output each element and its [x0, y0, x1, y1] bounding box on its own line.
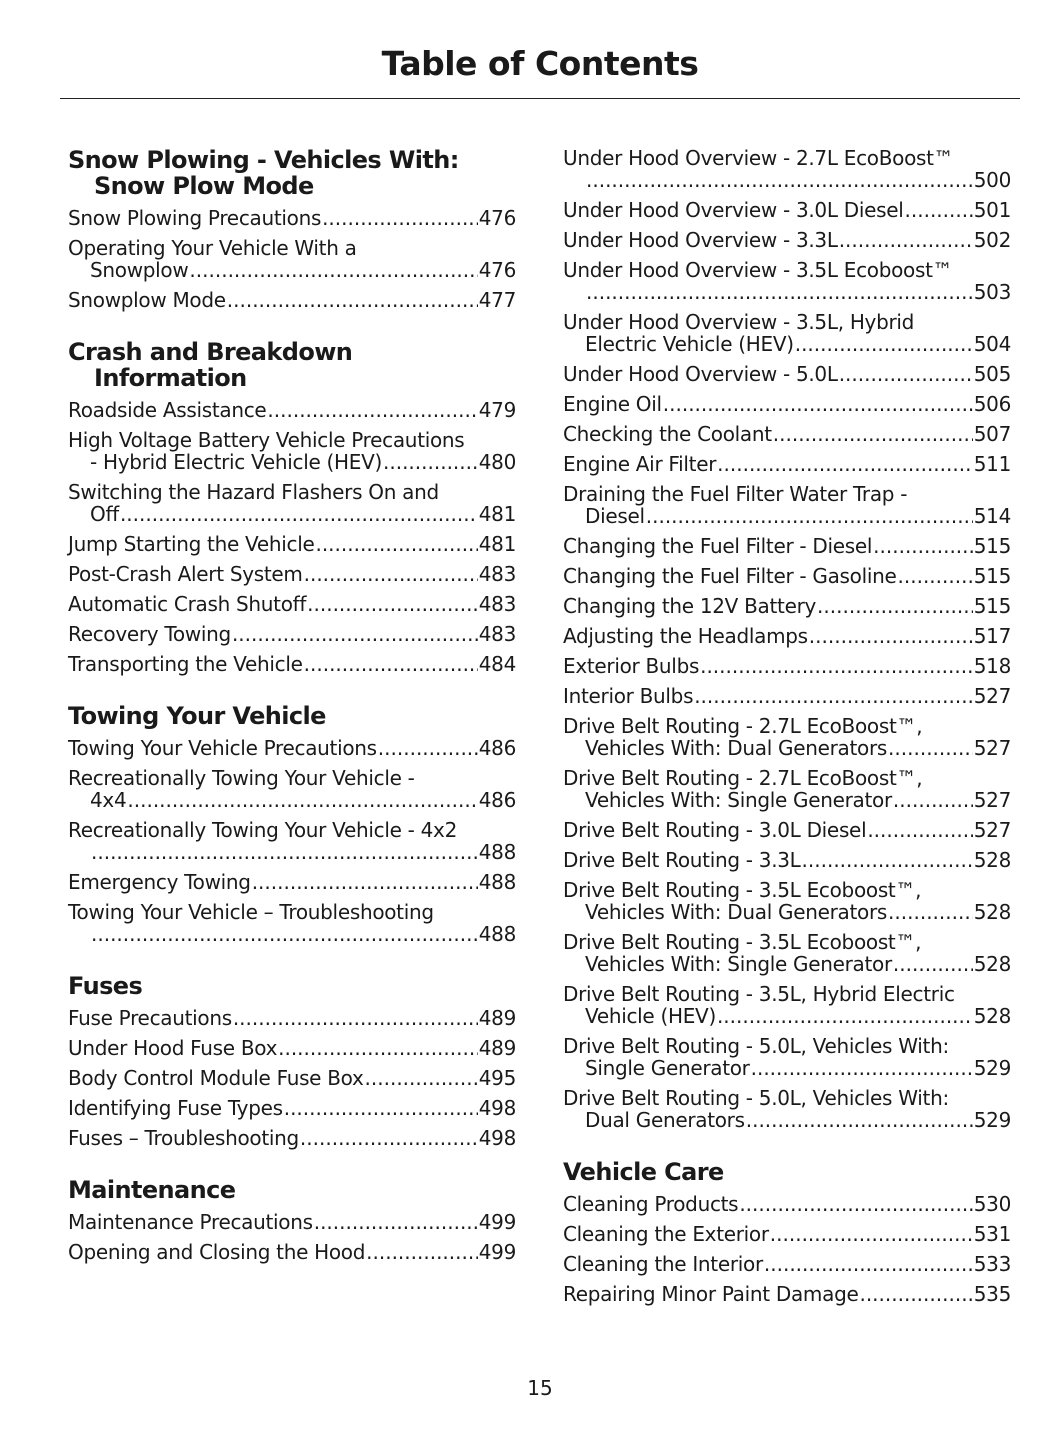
entry-title-line: Electric Vehicle (HEV): [585, 332, 794, 356]
entry-title-line: Switching the Hazard Flashers On and: [68, 480, 439, 504]
section-heading-line: Information: [94, 364, 247, 392]
entry-last-line: [563, 849, 1011, 871]
entry-title-line: Snow Plowing Precautions: [68, 206, 322, 230]
entry-title-line: Single Generator: [585, 1056, 750, 1080]
toc-entry[interactable]: [68, 1007, 516, 1029]
entry-title-line: Engine Air Filter: [563, 452, 717, 476]
entry-title-line: Dual Generators: [585, 1108, 745, 1132]
toc-entry[interactable]: [68, 1241, 516, 1263]
entry-title-line: High Voltage Battery Vehicle Precautions: [68, 428, 465, 452]
entry-page-number: 528: [973, 848, 1011, 872]
dot-leader: [893, 789, 973, 811]
entry-last-line: [563, 1253, 1011, 1275]
toc-entry[interactable]: [68, 399, 516, 421]
dot-leader: [859, 1283, 972, 1305]
entry-title-line: Under Hood Overview - 2.7L EcoBoost™: [563, 146, 954, 170]
toc-entry[interactable]: [68, 1127, 516, 1149]
entry-title-line: Automatic Crash Shutoff: [68, 592, 307, 616]
entry-last-line: [68, 1127, 516, 1149]
entry-page-number: 477: [478, 288, 516, 312]
toc-entry[interactable]: [68, 429, 516, 473]
entry-title-line: Operating Your Vehicle With a: [68, 236, 357, 260]
entry-last-line: [68, 1241, 516, 1263]
dot-leader: [233, 1007, 478, 1029]
toc-entry[interactable]: [563, 1087, 1011, 1131]
toc-entry[interactable]: [563, 453, 1011, 475]
entry-last-line: [563, 1005, 1011, 1027]
toc-entry[interactable]: [563, 363, 1011, 385]
toc-entry[interactable]: [563, 595, 1011, 617]
toc-entry[interactable]: [68, 237, 516, 281]
dot-leader: [839, 363, 973, 385]
entry-page-number: 498: [478, 1126, 516, 1150]
entry-last-line: [563, 423, 1011, 445]
dot-leader: [304, 563, 478, 585]
entry-title-line: Vehicles With: Dual Generators: [585, 736, 888, 760]
entry-last-line: [68, 923, 516, 945]
entry-page-number: 498: [478, 1096, 516, 1120]
entry-page-number: 488: [478, 870, 516, 894]
entry-last-line: [68, 737, 516, 759]
entry-last-line: [563, 1057, 1011, 1079]
entry-last-line: [68, 1037, 516, 1059]
entry-page-number: 479: [478, 398, 516, 422]
entry-title-line: Towing Your Vehicle Precautions: [68, 736, 377, 760]
section-heading-line: Vehicle Care: [563, 1158, 724, 1186]
entry-title-line: Under Hood Overview - 3.3L: [563, 228, 838, 252]
page-number: 15: [527, 1376, 553, 1400]
entry-title-line: Under Hood Fuse Box: [68, 1036, 278, 1060]
dot-leader: [314, 1211, 478, 1233]
entry-page-number: 503: [973, 280, 1011, 304]
title-divider: [60, 98, 1020, 99]
entry-last-line: [563, 1223, 1011, 1245]
dot-leader: [773, 423, 973, 445]
toc-entry[interactable]: [563, 229, 1011, 251]
entry-title-line: Repairing Minor Paint Damage: [563, 1282, 859, 1306]
entry-last-line: [68, 653, 516, 675]
toc-entry[interactable]: [68, 653, 516, 675]
toc-entry[interactable]: [563, 423, 1011, 445]
dot-leader: [717, 1005, 973, 1027]
dot-leader: [267, 399, 477, 421]
dot-leader: [232, 623, 478, 645]
entry-title-line: Fuses – Troubleshooting: [68, 1126, 299, 1150]
entry-title-line: Engine Oil: [563, 392, 662, 416]
entry-page-number: 506: [973, 392, 1011, 416]
entry-page-number: 480: [478, 450, 516, 474]
entry-page-number: 499: [478, 1210, 516, 1234]
entry-page-number: 511: [973, 452, 1011, 476]
entry-title-line: Drive Belt Routing - 3.3L: [563, 848, 801, 872]
dot-leader: [764, 1253, 973, 1275]
entry-title-line: Drive Belt Routing - 5.0L, Vehicles With:: [563, 1034, 949, 1058]
toc-entry[interactable]: [563, 1035, 1011, 1079]
entry-page-number: 484: [478, 652, 516, 676]
toc-entry[interactable]: [563, 625, 1011, 647]
entry-title-line: Interior Bulbs: [563, 684, 694, 708]
dot-leader: [663, 393, 973, 415]
toc-entry[interactable]: [563, 393, 1011, 415]
entry-page-number: 483: [478, 562, 516, 586]
dot-leader: [586, 281, 973, 303]
toc-entry[interactable]: [68, 767, 516, 811]
entry-page-number: 531: [973, 1222, 1011, 1246]
entry-page-number: 488: [478, 840, 516, 864]
entry-last-line: [563, 685, 1011, 707]
entry-title-line: 4x4: [90, 788, 127, 812]
dot-leader: [867, 819, 972, 841]
entry-page-number: 505: [973, 362, 1011, 386]
dot-leader: [91, 841, 478, 863]
entry-last-line: [563, 199, 1011, 221]
entry-title-line: Maintenance Precautions: [68, 1210, 313, 1234]
entry-page-number: 476: [478, 258, 516, 282]
entry-last-line: [563, 453, 1011, 475]
dot-leader: [284, 1097, 478, 1119]
dot-leader: [888, 737, 973, 759]
entry-last-line: [563, 281, 1011, 303]
entry-last-line: [68, 1067, 516, 1089]
toc-entry[interactable]: [68, 901, 516, 945]
entry-title-line: Transporting the Vehicle: [68, 652, 303, 676]
entry-page-number: 527: [973, 736, 1011, 760]
entry-title-line: Changing the Fuel Filter - Diesel: [563, 534, 873, 558]
entry-page-number: 517: [973, 624, 1011, 648]
entry-title-line: Vehicles With: Single Generator: [585, 788, 892, 812]
entry-last-line: [563, 819, 1011, 841]
toc-entry[interactable]: [563, 259, 1011, 303]
toc-entry[interactable]: [563, 849, 1011, 871]
entry-title-line: Recreationally Towing Your Vehicle - 4x2: [68, 818, 458, 842]
toc-entry[interactable]: [68, 1097, 516, 1119]
entry-page-number: 500: [973, 168, 1011, 192]
dot-leader: [717, 453, 973, 475]
entry-page-number: 518: [973, 654, 1011, 678]
dot-leader: [365, 1067, 478, 1089]
toc-entry[interactable]: [68, 623, 516, 645]
toc-entry[interactable]: [68, 1211, 516, 1233]
entry-title-line: Opening and Closing the Hood: [68, 1240, 366, 1264]
toc-entry[interactable]: [563, 879, 1011, 923]
entry-last-line: [68, 1007, 516, 1029]
dot-leader: [127, 789, 477, 811]
toc-entry[interactable]: [68, 1067, 516, 1089]
entry-title-line: Under Hood Overview - 3.5L, Hybrid: [563, 310, 915, 334]
entry-page-number: 488: [478, 922, 516, 946]
entry-page-number: 527: [973, 818, 1011, 842]
toc-entry[interactable]: [563, 565, 1011, 587]
section-heading-line: Towing Your Vehicle: [68, 702, 326, 730]
entry-page-number: 483: [478, 622, 516, 646]
section-heading: [68, 703, 516, 729]
dot-leader: [322, 207, 478, 229]
entry-page-number: 515: [973, 534, 1011, 558]
entry-page-number: 528: [973, 952, 1011, 976]
entry-page-number: 533: [973, 1252, 1011, 1276]
dot-leader: [888, 901, 973, 923]
entry-last-line: [563, 789, 1011, 811]
entry-title-line: Cleaning Products: [563, 1192, 739, 1216]
entry-page-number: 486: [478, 736, 516, 760]
entry-last-line: [563, 535, 1011, 557]
entry-page-number: 481: [478, 502, 516, 526]
entry-last-line: [563, 1109, 1011, 1131]
entry-page-number: 528: [973, 900, 1011, 924]
dot-leader: [300, 1127, 478, 1149]
entry-title-line: Drive Belt Routing - 2.7L EcoBoost™,: [563, 714, 923, 738]
toc-entry[interactable]: [563, 147, 1011, 191]
toc-entry[interactable]: [563, 483, 1011, 527]
entry-page-number: 483: [478, 592, 516, 616]
dot-leader: [378, 737, 478, 759]
entry-page-number: 502: [973, 228, 1011, 252]
entry-last-line: [68, 563, 516, 585]
entry-last-line: [563, 505, 1011, 527]
dot-leader: [795, 333, 973, 355]
entry-title-line: Draining the Fuel Filter Water Trap -: [563, 482, 908, 506]
entry-page-number: 507: [973, 422, 1011, 446]
toc-entry[interactable]: [563, 685, 1011, 707]
entry-title-line: Drive Belt Routing - 2.7L EcoBoost™,: [563, 766, 923, 790]
toc-entry[interactable]: [563, 1223, 1011, 1245]
dot-leader: [817, 595, 973, 617]
entry-last-line: [68, 503, 516, 525]
toc-entry[interactable]: [68, 481, 516, 525]
section-heading: [563, 1159, 1011, 1185]
toc-entry[interactable]: [563, 535, 1011, 557]
entry-last-line: [68, 841, 516, 863]
entry-last-line: [563, 169, 1011, 191]
dot-leader: [809, 625, 973, 647]
dot-leader: [227, 289, 478, 311]
entry-title-line: - Hybrid Electric Vehicle (HEV): [90, 450, 382, 474]
entry-last-line: [68, 451, 516, 473]
toc-entry[interactable]: [68, 563, 516, 585]
entry-last-line: [68, 289, 516, 311]
entry-last-line: [563, 565, 1011, 587]
entry-title-line: Off: [90, 502, 119, 526]
entry-title-line: Snowplow Mode: [68, 288, 226, 312]
toc-entry[interactable]: [563, 311, 1011, 355]
entry-title-line: Vehicles With: Dual Generators: [585, 900, 888, 924]
entry-last-line: [68, 207, 516, 229]
entry-page-number: 529: [973, 1108, 1011, 1132]
dot-leader: [189, 259, 477, 281]
entry-last-line: [68, 399, 516, 421]
dot-leader: [839, 229, 973, 251]
entry-page-number: 528: [973, 1004, 1011, 1028]
entry-title-line: Drive Belt Routing - 3.5L, Hybrid Electric: [563, 982, 955, 1006]
entry-title-line: Diesel: [585, 504, 645, 528]
entry-page-number: 515: [973, 594, 1011, 618]
entry-last-line: [68, 1097, 516, 1119]
dot-leader: [694, 685, 973, 707]
dot-leader: [278, 1037, 478, 1059]
dot-leader: [898, 565, 973, 587]
entry-title-line: Drive Belt Routing - 3.0L Diesel: [563, 818, 867, 842]
entry-title-line: Post-Crash Alert System: [68, 562, 303, 586]
dot-leader: [304, 653, 478, 675]
entry-last-line: [563, 595, 1011, 617]
entry-page-number: 527: [973, 684, 1011, 708]
entry-page-number: 504: [973, 332, 1011, 356]
section-heading-line: Crash and Breakdown: [68, 338, 353, 366]
entry-page-number: 501: [973, 198, 1011, 222]
toc-entry[interactable]: [68, 819, 516, 863]
dot-leader: [893, 953, 973, 975]
entry-title-line: Fuse Precautions: [68, 1006, 232, 1030]
dot-leader: [905, 199, 973, 221]
dot-leader: [120, 503, 478, 525]
entry-page-number: 476: [478, 206, 516, 230]
entry-title-line: Under Hood Overview - 3.5L Ecoboost™: [563, 258, 953, 282]
entry-last-line: [563, 901, 1011, 923]
entry-last-line: [563, 363, 1011, 385]
entry-last-line: [563, 1283, 1011, 1305]
entry-title-line: Vehicle (HEV): [585, 1004, 716, 1028]
entry-page-number: 530: [973, 1192, 1011, 1216]
toc-entry[interactable]: [563, 767, 1011, 811]
entry-page-number: 499: [478, 1240, 516, 1264]
entry-last-line: [563, 655, 1011, 677]
entry-title-line: Drive Belt Routing - 3.5L Ecoboost™,: [563, 878, 922, 902]
entry-title-line: Snowplow: [90, 258, 189, 282]
entry-last-line: [68, 1211, 516, 1233]
toc-entry[interactable]: [563, 1283, 1011, 1305]
dot-leader: [873, 535, 973, 557]
entry-title-line: Jump Starting the Vehicle: [68, 532, 315, 556]
section-heading: [68, 973, 516, 999]
entry-title-line: Recovery Towing: [68, 622, 231, 646]
section-heading-line: Snow Plowing - Vehicles With:: [68, 146, 459, 174]
toc-entry[interactable]: [563, 819, 1011, 841]
entry-title-line: Drive Belt Routing - 5.0L, Vehicles With:: [563, 1086, 949, 1110]
dot-leader: [802, 849, 973, 871]
dot-leader: [751, 1057, 973, 1079]
entry-last-line: [68, 789, 516, 811]
dot-leader: [366, 1241, 478, 1263]
toc-entry[interactable]: [68, 289, 516, 311]
entry-page-number: 489: [478, 1036, 516, 1060]
toc-entry[interactable]: [68, 593, 516, 615]
entry-title-line: Cleaning the Interior: [563, 1252, 763, 1276]
entry-title-line: Towing Your Vehicle – Troubleshooting: [68, 900, 434, 924]
entry-last-line: [563, 625, 1011, 647]
toc-entry[interactable]: [563, 655, 1011, 677]
entry-page-number: 481: [478, 532, 516, 556]
toc-entry[interactable]: [68, 871, 516, 893]
dot-leader: [646, 505, 973, 527]
entry-title-line: Identifying Fuse Types: [68, 1096, 283, 1120]
toc-entry[interactable]: [563, 199, 1011, 221]
entry-last-line: [68, 871, 516, 893]
entry-title-line: Recreationally Towing Your Vehicle -: [68, 766, 415, 790]
entry-page-number: 514: [973, 504, 1011, 528]
entry-title-line: Exterior Bulbs: [563, 654, 700, 678]
toc-column-left: [68, 147, 516, 1271]
entry-title-line: Under Hood Overview - 3.0L Diesel: [563, 198, 904, 222]
entry-last-line: [68, 259, 516, 281]
entry-last-line: [563, 333, 1011, 355]
entry-last-line: [563, 229, 1011, 251]
toc-entry[interactable]: [68, 737, 516, 759]
toc-entry[interactable]: [563, 983, 1011, 1027]
entry-title-line: Emergency Towing: [68, 870, 251, 894]
toc-entry[interactable]: [563, 715, 1011, 759]
toc-entry[interactable]: [563, 1193, 1011, 1215]
toc-entry[interactable]: [68, 207, 516, 229]
section-heading: [68, 147, 516, 199]
toc-entry[interactable]: [563, 1253, 1011, 1275]
dot-leader: [739, 1193, 972, 1215]
entry-last-line: [563, 737, 1011, 759]
entry-page-number: 529: [973, 1056, 1011, 1080]
entry-title-line: Under Hood Overview - 5.0L: [563, 362, 838, 386]
dot-leader: [770, 1223, 973, 1245]
entry-title-line: Adjusting the Headlamps: [563, 624, 808, 648]
section-heading-line: Snow Plow Mode: [94, 172, 314, 200]
entry-title-line: Roadside Assistance: [68, 398, 267, 422]
entry-title-line: Changing the 12V Battery: [563, 594, 817, 618]
entry-page-number: 486: [478, 788, 516, 812]
entry-title-line: Vehicles With: Single Generator: [585, 952, 892, 976]
dot-leader: [383, 451, 478, 473]
dot-leader: [586, 169, 973, 191]
entry-last-line: [563, 1193, 1011, 1215]
toc-column-right: [563, 147, 1011, 1313]
entry-title-line: Drive Belt Routing - 3.5L Ecoboost™,: [563, 930, 922, 954]
entry-page-number: 489: [478, 1006, 516, 1030]
section-heading: [68, 339, 516, 391]
section-heading-line: Fuses: [68, 972, 143, 1000]
dot-leader: [252, 871, 478, 893]
entry-title-line: Checking the Coolant: [563, 422, 772, 446]
entry-page-number: 495: [478, 1066, 516, 1090]
entry-title-line: Cleaning the Exterior: [563, 1222, 769, 1246]
toc-entry[interactable]: [68, 1037, 516, 1059]
dot-leader: [700, 655, 973, 677]
entry-last-line: [68, 593, 516, 615]
entry-page-number: 535: [973, 1282, 1011, 1306]
dot-leader: [746, 1109, 973, 1131]
section-heading: [68, 1177, 516, 1203]
toc-entry[interactable]: [563, 931, 1011, 975]
entry-last-line: [563, 393, 1011, 415]
page-title: Table of Contents: [381, 44, 699, 83]
dot-leader: [307, 593, 478, 615]
entry-last-line: [68, 623, 516, 645]
section-heading-line: Maintenance: [68, 1176, 236, 1204]
toc-entry[interactable]: [68, 533, 516, 555]
dot-leader: [91, 923, 478, 945]
entry-title-line: Changing the Fuel Filter - Gasoline: [563, 564, 897, 588]
dot-leader: [315, 533, 477, 555]
entry-page-number: 527: [973, 788, 1011, 812]
entry-page-number: 515: [973, 564, 1011, 588]
entry-title-line: Body Control Module Fuse Box: [68, 1066, 364, 1090]
entry-last-line: [563, 953, 1011, 975]
entry-last-line: [68, 533, 516, 555]
